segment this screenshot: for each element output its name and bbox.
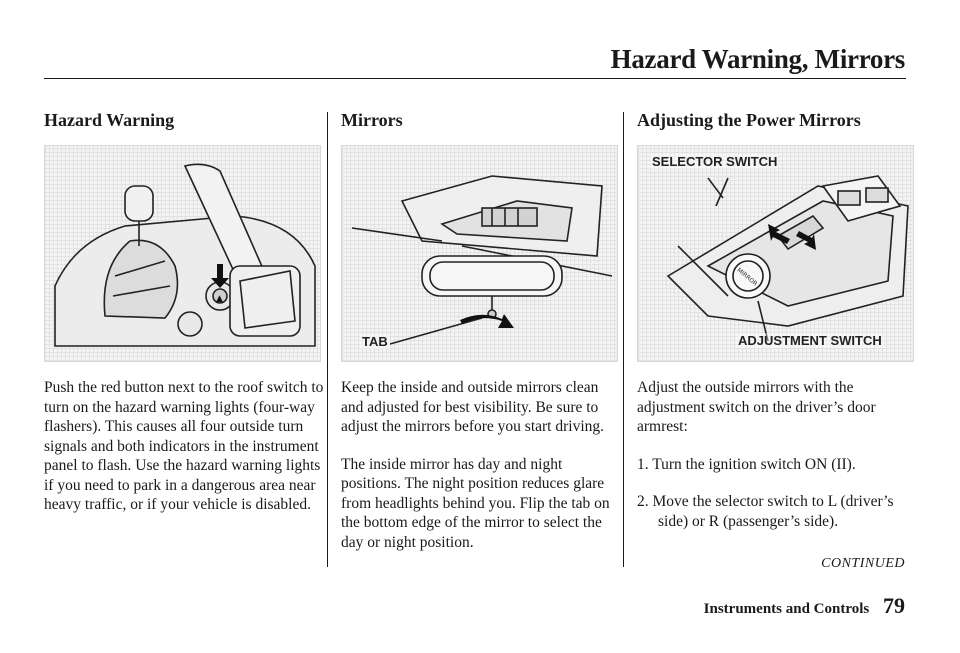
hazard-figure [44, 145, 321, 362]
mirrors-heading: Mirrors [341, 110, 403, 130]
hazard-console-illustration [45, 146, 320, 361]
power-mirrors-intro: Adjust the outside mirrors with the adjustment switch on the driver’s door armrest: [637, 379, 876, 435]
mirrors-section [341, 110, 621, 552]
selector-switch-label: SELECTOR SWITCH [652, 154, 778, 169]
column-divider [327, 112, 328, 567]
rearview-mirror-illustration [342, 146, 617, 361]
continued-label: CONTINUED [821, 556, 905, 571]
adjustment-switch-label: ADJUSTMENT SWITCH [738, 333, 882, 348]
hazard-heading: Hazard Warning [44, 110, 175, 130]
column-divider [623, 112, 624, 567]
section-name: Instruments and Controls [703, 601, 870, 617]
step-2: 2. Move the selector switch to L (driver’s side) or R (passenger’s side). [637, 493, 894, 530]
page-footer [704, 593, 905, 619]
mirror-switch-illustration [638, 146, 913, 361]
step-1: 1. Turn the ignition switch ON (II). [637, 455, 856, 473]
mirrors-paragraph-2: The inside mirror has day and night positions. The night position reduces glare from headlights behind you. Flip the tab on the bottom edge of the mirror to select the day or night position. [341, 455, 610, 551]
svg-text:▲: ▲ [216, 294, 223, 304]
page-title: Hazard Warning, Mirrors [610, 44, 905, 74]
power-mirrors-figure [637, 145, 914, 362]
tab-label: TAB [362, 334, 388, 349]
mirrors-paragraph-1: Keep the inside and outside mirrors clean and adjusted for best visibility. Be sure to adjust the mirrors before you start driving. [341, 379, 605, 435]
mirror-knob-text: MIRROR [735, 266, 759, 288]
power-mirrors-section [637, 110, 917, 531]
title-rule [44, 78, 906, 79]
hazard-paragraph: Push the red button next to the roof switch to turn on the hazard warning lights (four-way flashers). This causes all four outside turn signals and both indicators in the instrument panel to flash. Use the hazard warning lights if you need to park in a dangerous area near heavy traffic, or if your vehicle is disabled. [44, 379, 324, 513]
hazard-section [44, 110, 324, 515]
power-mirrors-heading: Adjusting the Power Mirrors [637, 110, 861, 130]
page-number: 79 [883, 593, 905, 618]
mirrors-figure [341, 145, 618, 362]
